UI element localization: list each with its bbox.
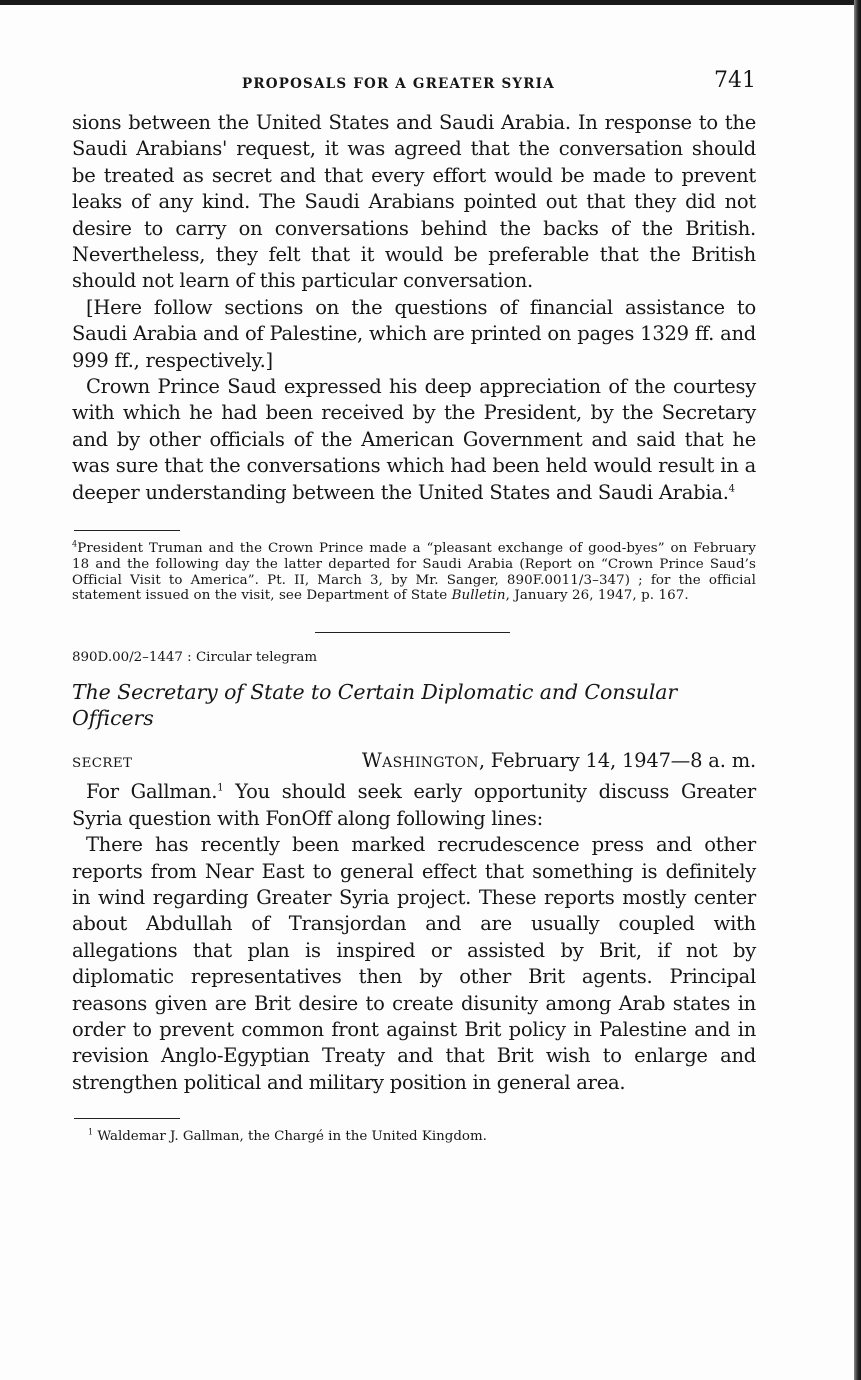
- footnote-divider: [74, 530, 180, 531]
- telegram-paragraph-1: [72, 779, 756, 832]
- dateline: [72, 749, 756, 777]
- footnote-1-marker: 1: [88, 1127, 94, 1137]
- place-name: Washington: [361, 749, 479, 773]
- telegram-paragraph-1-start: For Gallman.: [86, 780, 218, 804]
- running-title: PROPOSALS FOR A GREATER SYRIA: [242, 76, 555, 92]
- paragraph-continued: sions between the United States and Saudi Arabia. In response to the Saudi Arabians' request, it was agreed that the conversation should be treated as secret and that every effort would be made to prevent leaks of any kind. The Saudi Arabians pointed out that they did not desire to carry on conversations behind the backs of the British. Nevertheless, they felt that it would be preferable that the British should not learn of this particular conversation.: [72, 111, 756, 293]
- date-text: , February 14, 1947—8 a. m.: [478, 749, 756, 773]
- footnote-4-italic: Bulletin: [451, 588, 506, 604]
- document-page: [72, 62, 756, 1145]
- document-file-id: 890D.00/2–1447 : Circular telegram: [72, 650, 318, 666]
- footnote-4-text: President Truman and the Crown Prince made a “pleasant exchange of good-byes” on February 18 and the following day the latter departed for Saudi Arabia (Report on “Crown Prince Saud’s Official Visit to America”. Pt. II, March 3, by Mr. Sanger, 890F.0011/3–347) ; for the official statement issued on the visit, see Department of State: [72, 541, 756, 604]
- document-heading: The Secretary of State to Certain Diplomatic and Consular Officers: [72, 680, 678, 731]
- section-divider: [315, 632, 510, 633]
- footnote-1-text: Waldemar J. Gallman, the Chargé in the United Kingdom.: [97, 1129, 487, 1145]
- footnote-1: [88, 1129, 756, 1145]
- page-binding-edge: [854, 0, 861, 1380]
- footnote-reference-1: 1: [217, 782, 224, 794]
- footnote-divider-2: [74, 1118, 180, 1119]
- telegram-paragraph-2: There has recently been marked recrudescence press and other reports from Near East to general effect that something is definitely in wind regarding Greater Syria project. These reports mostly center about Abdullah of Transjordan and are usually coupled with allegations that plan is inspired or assisted by Brit, if not by diplomatic representatives then by other Brit agents. Principal reasons given are Brit desire to create disunity among Arab states in order to prevent common front against Brit policy in Palestine and in revision Anglo-Egyptian Treaty and that Brit wish to enlarge and strengthen political and military position in general area.: [72, 833, 756, 1094]
- page-number: 741: [714, 68, 756, 93]
- page-top-edge: [0, 0, 861, 5]
- classification-label: SECRET: [72, 756, 133, 772]
- footnote-4-marker: 4: [72, 539, 78, 549]
- closing-paragraph: [72, 374, 756, 506]
- footnote-reference-4: 4: [728, 483, 735, 495]
- place-and-date: [362, 749, 756, 772]
- editorial-note-paragraph: [Here follow sections on the questions of financial assistance to Saudi Arabia and of Palestine, which are printed on pages 1329 ff. and 999 ff., respectively.]: [72, 295, 756, 372]
- footnote-4-text-end: , January 26, 1947, p. 167.: [505, 588, 689, 604]
- footnote-4: [72, 541, 756, 604]
- telegram-paragraph-1-rest: You should seek early opportunity discuss Greater Syria question with FonOff along following lines:: [72, 780, 757, 830]
- closing-paragraph-text: Crown Prince Saud expressed his deep appreciation of the courtesy with which he had been received by the President, by the Secretary and by other officials of the American Government and said that he was sure that the conversations which had been held would result in a deeper understanding between the United States and Saudi Arabia.: [72, 375, 756, 504]
- running-header: [72, 62, 756, 110]
